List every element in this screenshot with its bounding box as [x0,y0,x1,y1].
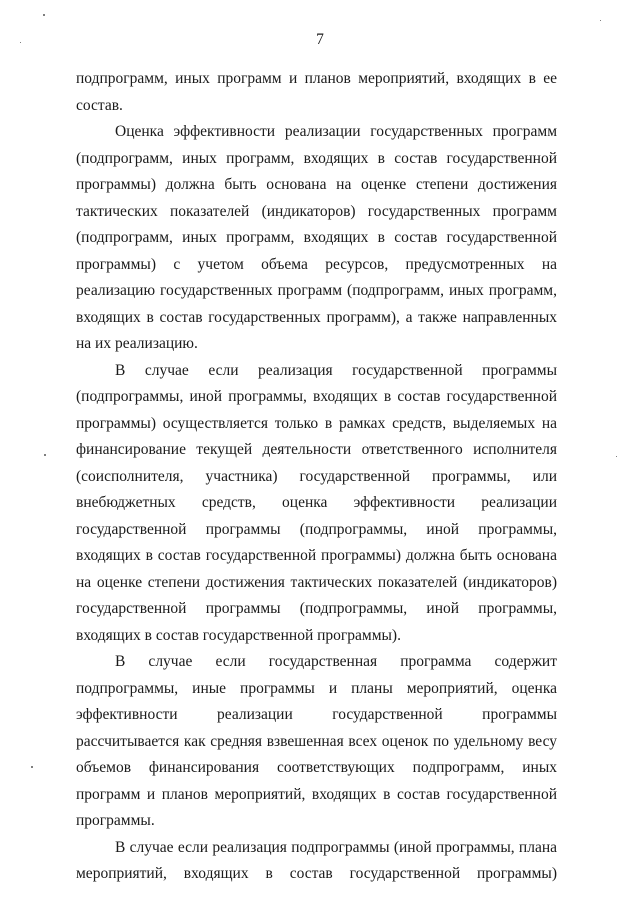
paragraph: Оценка эффективности реализации государственных программ (подпрограмм, иных программ, входящих в состав государственной программы) должна быть основана на оценке степени достижения тактических показателей (индикаторов) государственных программ (подпрограмм, иных программ, входящих в состав государственной программы) с учетом объема ресурсов, предусмотренных на реализацию государственных программ (подпрограмм, иных программ, входящих в состав государственных программ), а также направленных на их реализацию. [76,123,557,352]
paragraph: В случае если реализация государственной программы (подпрограммы, иной программы, входящих в состав государственной программы) осуществляется только в рамках средств, выделяемых на финансирование текущей деятельности ответственного исполнителя (соисполнителя, участника) государственной программы, или внебюджетных средств, оценка эффективности реализации государственной программы (подпрограммы, иной программы, входящих в состав государственной программы) должна быть основана на оценке степени достижения тактических показателей (индикаторов) государственной программы (подпрограммы, иной программы, входящих в состав государственной программы). [76,361,557,644]
scan-speck [43,14,45,16]
scan-speck [616,456,617,457]
scan-speck [600,20,601,21]
scan-speck [31,766,33,768]
paragraph: В случае если реализация подпрограммы (иной программы, плана мероприятий, входящих в состав государственной программы) [76,838,557,882]
page-number: 7 [316,31,324,48]
paragraph: В случае если государственная программа содержит подпрограммы, иные программы и планы мероприятий, оценка эффективности реализации государственной программы рассчитывается как средняя взвешенная всех оценок по удельному весу объемов финансирования соответствующих подпрограмм, иных программ и планов мероприятий, входящих в состав государственной программы. [76,653,557,829]
document-body [76,66,557,888]
scan-speck [44,454,46,456]
paragraph: подпрограмм, иных программ и планов мероприятий, входящих в ее состав. [76,70,557,114]
